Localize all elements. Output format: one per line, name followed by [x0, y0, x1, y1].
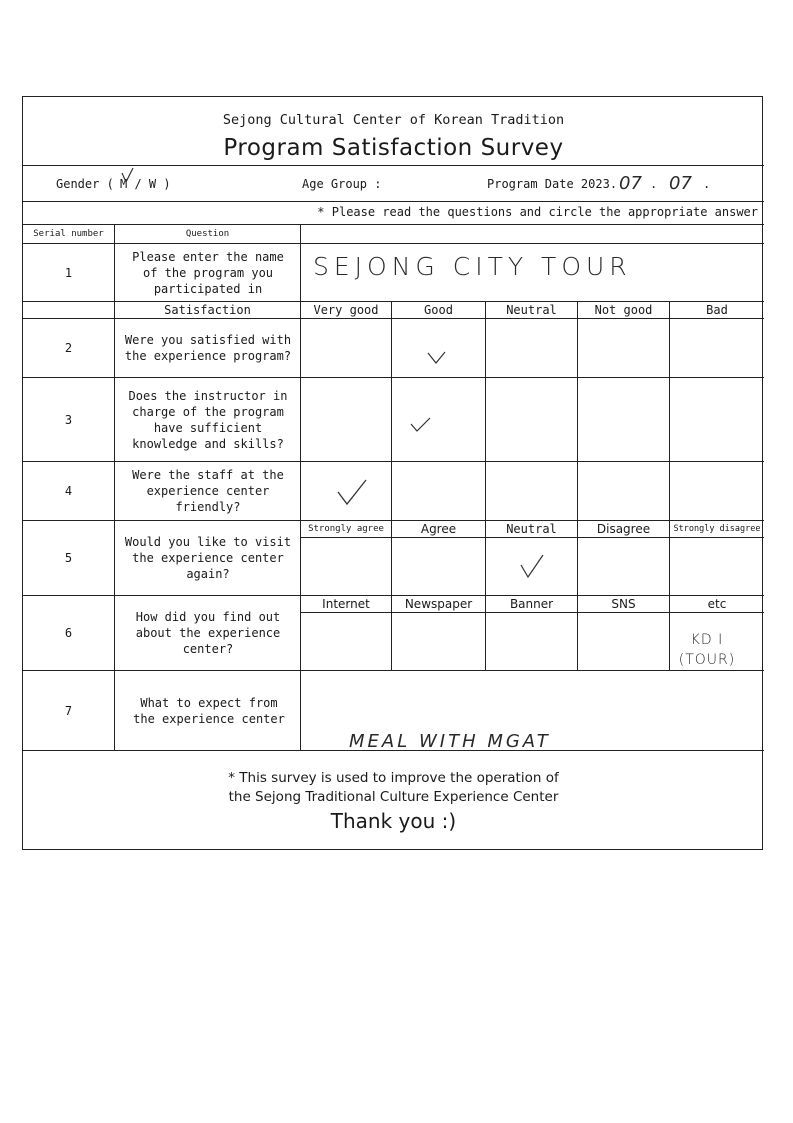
q4-number: 4 [64, 484, 73, 498]
q6-etc-handwritten: KD I (TOUR) [678, 632, 736, 668]
q2-check-mark [427, 351, 447, 365]
gender-label: Gender ( [56, 177, 114, 191]
footer-note-line1: * This survey is used to improve the operation of [228, 770, 559, 786]
q7-number: 7 [64, 703, 73, 718]
option-very-good: Very good [313, 303, 379, 317]
q5-number: 5 [64, 551, 73, 565]
q3-question: Does the instructor in charge of the program have sufficient knowledge and skills? [128, 388, 288, 451]
q3-check-mark [410, 417, 432, 433]
thank-you-text: Thank you :) [330, 809, 457, 833]
date-month-handwritten: 07 [619, 173, 642, 194]
center-name: Sejong Cultural Center of Korean Tradition [222, 112, 565, 128]
option-neutral-5: Neutral [506, 522, 557, 536]
serial-number-header: Serial number [33, 229, 104, 239]
option-sns: SNS [611, 597, 636, 611]
q3-number: 3 [64, 412, 73, 427]
option-etc: etc [707, 597, 727, 611]
option-disagree: Disagree [596, 522, 651, 536]
date-day-handwritten: 07 [669, 173, 692, 194]
date-separator: . [650, 177, 658, 191]
survey-title: Program Satisfaction Survey [223, 135, 564, 161]
q7-answer-handwritten: MEAL WITH MGAT [349, 731, 551, 752]
age-group-label: Age Group : [302, 177, 382, 191]
option-internet: Internet [322, 597, 370, 611]
q5-question: Would you like to visit the experience center again? [124, 535, 292, 581]
q1-answer-handwritten: SEJONG CITY TOUR [313, 252, 632, 281]
option-good: Good [424, 303, 453, 317]
program-date-label: Program Date 2023. [487, 177, 618, 191]
q2-number: 2 [64, 341, 73, 355]
q7-question: What to expect from the experience center [133, 695, 285, 726]
option-agree: Agree [420, 522, 457, 536]
survey-form [22, 96, 763, 850]
q6-number: 6 [64, 626, 73, 640]
option-bad: Bad [706, 303, 728, 317]
q2-question: Were you satisfied with the experience program? [124, 333, 292, 363]
gender-options: M / W ) [120, 177, 171, 191]
option-strongly-disagree: Strongly disagree [673, 524, 761, 534]
option-neutral: Neutral [506, 303, 557, 317]
q6-question: How did you find out about the experience center? [135, 610, 281, 656]
satisfaction-label: Satisfaction [164, 303, 251, 317]
q1-question: Please enter the name of the program you participated in [132, 249, 284, 296]
gender-check-mark [121, 167, 135, 185]
option-banner: Banner [509, 597, 554, 611]
footer-note-line2: the Sejong Traditional Culture Experience Center [228, 789, 559, 805]
option-not-good: Not good [594, 303, 653, 317]
question-header: Question [185, 229, 230, 239]
option-strongly-agree: Strongly agree [308, 524, 384, 534]
q1-number: 1 [64, 265, 73, 280]
q4-check-mark [336, 478, 368, 506]
q5-check-mark [519, 553, 545, 579]
option-newspaper: Newspaper [404, 597, 473, 611]
q4-question: Were the staff at the experience center friendly? [132, 468, 284, 514]
date-end-dot: . [703, 177, 711, 191]
instruction-text: * Please read the questions and circle the appropriate answer [317, 205, 758, 219]
